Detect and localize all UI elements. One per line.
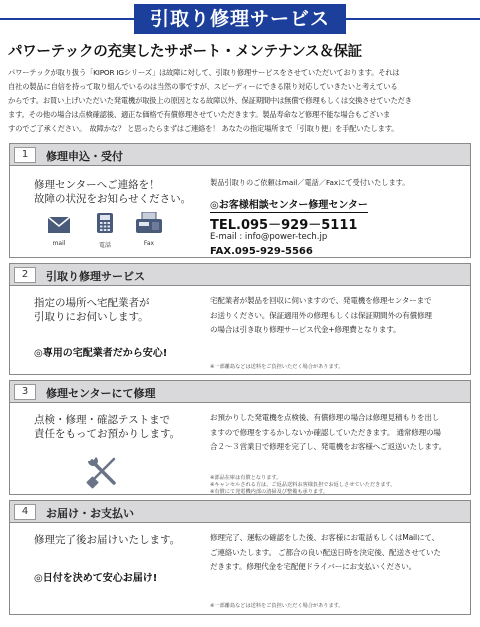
mail-label: mail xyxy=(52,240,66,247)
contact-intro: 製品引取りのご依頼はmail／電話／Faxにて受付いたします。 xyxy=(210,178,410,187)
section-number: 4 xyxy=(14,504,36,520)
section-lead xyxy=(34,296,150,324)
section-description xyxy=(210,411,446,455)
section-lead xyxy=(34,413,180,441)
subtitle: パワーテックの充実したサポート・メンテナンス＆保証 xyxy=(8,44,362,60)
note-line: ※部品在庫は有償となります。 xyxy=(210,475,282,481)
intro-line: ます。その他の場合は点検確認後、適正な価格で有償修理させていただきます。製品寿命など修理不能な場合もございま xyxy=(8,110,391,119)
page-title: 引取り修理サービス xyxy=(134,4,346,34)
note-line: ※キャンセルされる方は、ご返品送料お客様負担でお返しさせていただきます。 xyxy=(210,482,396,488)
desc-line: 宅配業者が製品を回収に伺いますので、発電機を修理センターまで xyxy=(210,296,432,305)
section-number: 1 xyxy=(14,147,36,163)
desc-line: ますので修理をするかしないか確認していただきます。 通常修理の場 xyxy=(210,427,441,437)
lead-line: 引取りにお伺いします。 xyxy=(34,311,149,323)
section-header xyxy=(10,501,470,523)
fax-label: Fax xyxy=(143,240,155,247)
section-notes xyxy=(210,475,396,496)
section-header xyxy=(10,144,470,166)
section-description xyxy=(210,531,441,575)
email-address: E-mail : info@power-tech.jp xyxy=(210,232,328,242)
intro-line: からです。お買い上げいただいた発電機が取扱上の原因となる故障以外、保証期間中は無償で修理もしくは交換させていただき xyxy=(8,96,412,105)
lead-line: 修理センターへご連絡を！ xyxy=(34,179,160,191)
section-lead xyxy=(34,178,191,206)
intro-line: すのでご了承ください。 故障かな？ と思ったらまずはご連絡を！ あなたの指定場所まで「引取り便」を手配いたします。 xyxy=(8,124,399,133)
section-center-repair xyxy=(9,380,471,495)
section-header xyxy=(10,264,470,286)
lead-line: 点検・修理・確認テストまで xyxy=(34,414,171,426)
section-highlight: ◎専用の宅配業者だから安心! xyxy=(34,348,168,359)
fax-number: FAX.095-929-5566 xyxy=(210,246,313,257)
desc-line: お預かりした発電機を点検後、有償修理の場合は修理見積もりを出し xyxy=(210,413,440,422)
section-lead xyxy=(34,533,180,547)
section-repair-request xyxy=(9,143,471,258)
phone-icon xyxy=(94,212,116,234)
section-delivery-payment xyxy=(9,500,471,615)
intro-line: パワーテックが取り扱う「KIPOR IGシリーズ」は故障に対して、引取り修理サービスをさせていただいております。それは xyxy=(8,68,400,77)
desc-line: お送りください。保証適用外の修理もしくは保証期間外の有償修理 xyxy=(210,310,432,320)
desc-line: 修理完了、運転の確認をした後、お客様にお電話もしくはMailにて、 xyxy=(210,533,439,542)
note-line: ※有償にて発電機内部の清掃及び整備も承ります。 xyxy=(210,489,329,495)
lead-line: 指定の場所へ宅配業者が xyxy=(34,297,150,309)
lead-line: 責任をもってお預かりします。 xyxy=(34,428,181,440)
section-note: ※一部離島などは送料をご負担いただく場合があります。 xyxy=(210,603,344,609)
section-title: 修理申込・受付 xyxy=(46,150,123,163)
section-note: ※一部離島などは送料をご負担いただく場合があります。 xyxy=(210,364,344,370)
section-title: お届け・お支払い xyxy=(46,507,134,520)
mail-contact xyxy=(44,216,74,247)
section-number: 2 xyxy=(14,267,36,283)
section-pickup-service xyxy=(9,263,471,375)
section-title: 引取り修理サービス xyxy=(46,270,145,283)
mail-icon xyxy=(47,216,71,234)
fax-contact xyxy=(132,212,166,247)
section-number: 3 xyxy=(14,384,36,400)
desc-line: 合２～３営業日で修理を完了し、発電機をお客様へご返送いたします。 xyxy=(210,442,446,451)
section-description xyxy=(210,294,432,338)
repair-center-name: ◎お客様相談センター修理センター xyxy=(210,196,368,213)
intro-line: 自社の製品に自信を持って取り組んでいるのは当然の事ですが、スピーディーにできる限り対応していきたいと考えている xyxy=(8,82,398,91)
title-banner xyxy=(0,4,480,34)
tools-icon xyxy=(84,453,122,491)
intro-paragraph xyxy=(8,66,474,136)
section-title: 修理センターにて修理 xyxy=(46,387,156,400)
lead-line: 故障の状況をお知らせください。 xyxy=(34,193,192,205)
lead-line: 修理完了後お届けいたします。 xyxy=(34,534,181,546)
fax-icon xyxy=(134,212,164,234)
desc-line: の場合は引き取り修理サービス代金+修理費となります。 xyxy=(210,325,401,334)
phone-label: 電話 xyxy=(98,242,111,249)
phone-contact xyxy=(90,212,120,249)
section-header xyxy=(10,381,470,403)
phone-number: TEL.095－929－5111 xyxy=(210,218,358,233)
section-highlight: ◎日付を決めて安心お届け! xyxy=(34,573,158,584)
desc-line: だきます。修理代金を宅配便ドライバーにお支払いください。 xyxy=(210,562,417,571)
desc-line: ご連絡いたします。 ご都合の良い配送日時を決定後、配送させていた xyxy=(210,547,441,557)
